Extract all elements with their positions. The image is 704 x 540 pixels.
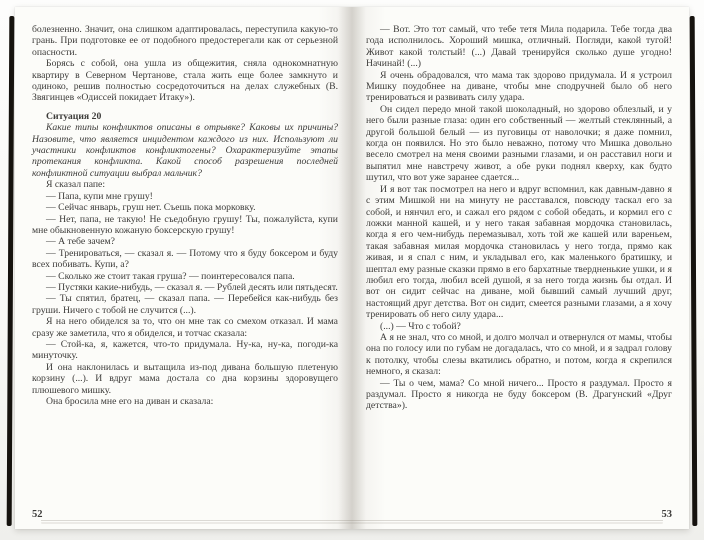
page-left bbox=[15, 7, 352, 529]
paragraph: — А тебе зачем? bbox=[46, 236, 115, 248]
paragraph: Я очень обрадовался, что мама так здорово придумала. И я устроил Мишку поудобнее на диване, чтобы мне сподручней было об него тренироваться и развивать силу удара. bbox=[366, 69, 672, 104]
book-cover-edge-right bbox=[690, 16, 698, 526]
page-right-text bbox=[366, 24, 672, 412]
page-number-right: 53 bbox=[661, 509, 672, 520]
situation-heading: Ситуация 20 bbox=[46, 110, 102, 122]
paragraph: Он сидел передо мной такой шоколадный, но здорово облезлый, и у него были разные глаза: один его собственный — желтый стеклянный, а другой большой белый — из пуговицы от наволочки; я даже помнил, когда он появился. Но это было неважно, потому что Мишка довольно весело смотрел на меня своими разными глазами, и он расставил ноги и выпятил мне навстречу живот, а обе руки поднял кверху, как будто шутил, что вот уже заранее сдается... bbox=[366, 103, 672, 184]
paragraph: Я на него обиделся за то, что он мне так со смехом отказал. И мама сразу же заметила, что я обиделся, и тотчас сказала: bbox=[32, 316, 338, 339]
page-stack-edges bbox=[41, 520, 663, 525]
page-left-text bbox=[32, 24, 338, 407]
paragraph: — Ты о чем, мама? Со мной ничего... Просто я раздумал. Просто я раздумал. Просто я никогда не буду боксером (В. Драгунский «Друг детства»). bbox=[366, 377, 672, 412]
paragraph: — Нет, папа, не такую! Не съедобную грушу! Ты, пожалуйста, купи мне обыкновенную кожаную боксерскую грушу! bbox=[32, 213, 338, 236]
task-questions: Какие типы конфликтов описаны в отрывке? Каковы их причины? Назовите, что является инцидентом каждого из них. Используют ли участники конфликтов конфликтогены? Охарактеризуйте этапы протекания конфликта. Какой способ разрешения последней конфликтной ситуации выбрал мальчик? bbox=[32, 122, 338, 179]
paragraph: — Вот. Это тот самый, что тебе тетя Мила подарила. Тебе тогда два года исполнилось. Хороший мишка, отличный. Погляди, какой тугой! Живот какой толстый! (...) Давай тренируйся сколько душе угодно! Начинай! (...) bbox=[366, 24, 672, 70]
paragraph: — Папа, купи мне грушу! bbox=[46, 190, 153, 202]
paragraph: Она бросила мне его на диван и сказала: bbox=[46, 396, 214, 407]
paragraph: И я вот так посмотрел на него и вдруг вспомнил, как давным-давно я с этим Мишкой ни на минуту не расставался, повсюду таскал его за собой, и нянчил его, и сажал его рядом с собой обедать, и кормил его с ложки манной кашей, и у него такая забавная мордочка становилась, когда я его чем-нибудь перемазывал, хоть той же кашей или вареньем, такая забавная милая мордочка становилась у него тогда, прямо как живая, и я спал с ним, и укладывал его, как маленького братишку, и шептал ему разные сказки прямо в его бархатные твердненькие ушки, и я любил его тогда, любил всей душой, я за него тогда жизнь бы отдал. И вот он сидит сейчас на диване, мой бывший самый лучший друг, настоящий друг детства. Вот он сидит, смеется разными глазами, а я хочу тренировать об него силу удара... bbox=[366, 183, 672, 321]
paragraph: — Стой-ка, я, кажется, что-то придумала. Ну-ка, ну-ка, погоди-ка минуточку. bbox=[32, 338, 338, 362]
paragraph: Я сказал папе: bbox=[46, 179, 106, 191]
paragraph: Борясь с собой, она ушла из общежития, сняла однокомнатную квартиру в Северном Чертанове, стала жить еще более замкнуто и одиноко, решив полностью сосредоточиться на делах служебных (В. Звягинцев «Одиссей покидает Итаку»). bbox=[32, 58, 338, 104]
paragraph: — Сейчас январь, груш нет. Съешь пока морковку. bbox=[46, 202, 256, 214]
paragraph-continuation: болезненно. Значит, она слишком адаптировалась, переступила какую-то грань. При подготовке ее от подобного предостерегали как от серьезной опасности. bbox=[32, 24, 338, 58]
paragraph: И она наклонилась и вытащила из-под дивана большую плетеную корзину (...). И вдруг мама достала со дна корзины здоровущего плюшевого мишку. bbox=[32, 361, 338, 396]
page-right bbox=[352, 7, 689, 529]
book-cover-edge-left bbox=[7, 16, 15, 526]
paragraph: — Пустяки какие-нибудь, — сказал я. — Рублей десять или пятьдесят. bbox=[46, 281, 338, 293]
paragraph: — Ты спятил, братец, — сказал папа. — Перебейся как-нибудь без груши. Ничего с тобой не случится (...). bbox=[32, 293, 338, 316]
paragraph: А я не знал, что со мной, и долго молчал и отвернулся от мамы, чтобы она по голосу или по губам не догадалась, что со мной, и я задрал голову к потолку, чтобы слезы вкатились обратно, и потом, когда я скрепился немного, я сказал: bbox=[366, 331, 672, 378]
book-spread bbox=[15, 7, 689, 529]
paragraph: — Сколько же стоит такая груша? — поинтересовался папа. bbox=[46, 270, 295, 282]
page-number-left: 52 bbox=[32, 509, 43, 520]
paragraph: (...) — Что с тобой? bbox=[380, 320, 461, 332]
paragraph: — Тренироваться, — сказал я. — Потому что я буду боксером и буду всех побивать. Купи, а? bbox=[32, 247, 338, 271]
